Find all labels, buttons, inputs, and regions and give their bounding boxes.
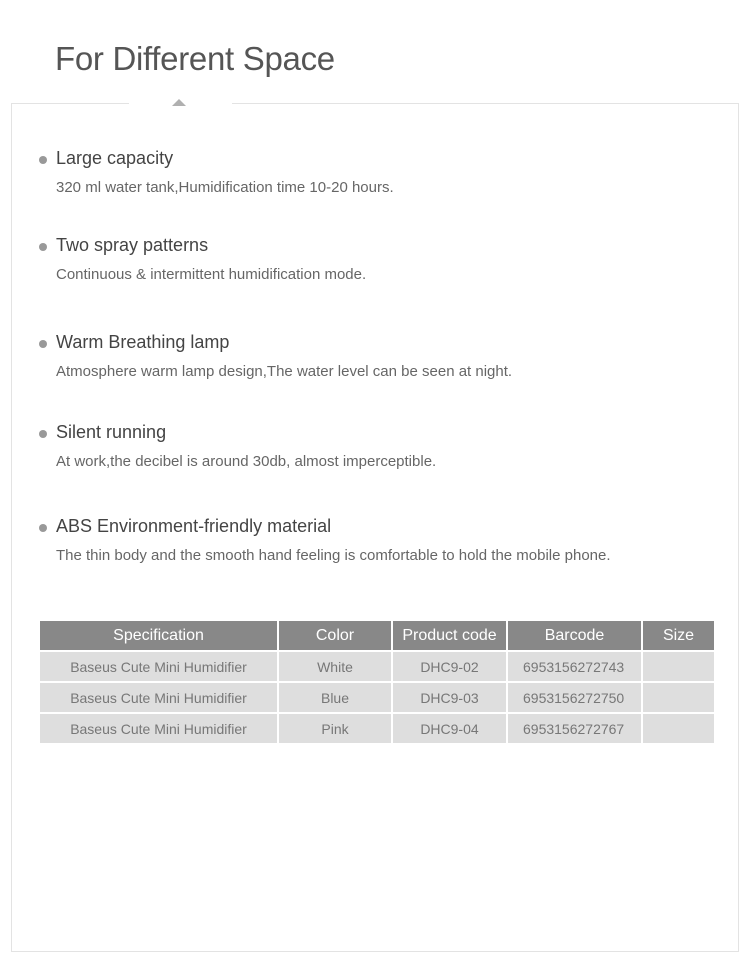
column-header-color: Color	[279, 621, 393, 652]
cell-size	[643, 683, 714, 714]
cell-product-code: DHC9-02	[393, 652, 508, 683]
cell-barcode: 6953156272767	[508, 714, 643, 745]
table-row	[40, 714, 714, 745]
feature-title: Warm Breathing lamp	[56, 332, 230, 352]
column-header-specification: Specification	[40, 621, 279, 652]
cell-size	[643, 652, 714, 683]
column-header-size: Size	[643, 621, 714, 652]
cell-color: Pink	[279, 714, 393, 745]
feature-title: Silent running	[56, 422, 167, 442]
feature-description: The thin body and the smooth hand feeling is comfortable to hold the mobile phone.	[56, 547, 611, 564]
table-row	[40, 683, 714, 714]
feature-description: At work,the decibel is around 30db, almost imperceptible.	[56, 453, 437, 470]
column-header-barcode: Barcode	[508, 621, 643, 652]
table-row	[40, 652, 714, 683]
cell-barcode: 6953156272750	[508, 683, 643, 714]
cell-color: White	[279, 652, 393, 683]
cell-specification: Baseus Cute Mini Humidifier	[40, 683, 279, 714]
bullet-icon	[39, 430, 47, 438]
bullet-icon	[39, 156, 47, 164]
cell-product-code: DHC9-03	[393, 683, 508, 714]
bullet-icon	[39, 340, 47, 348]
table-header-row	[40, 621, 714, 652]
feature-title: Large capacity	[56, 148, 174, 168]
cell-color: Blue	[279, 683, 393, 714]
feature-title: ABS Environment-friendly material	[56, 516, 332, 536]
feature-description: Atmosphere warm lamp design,The water level can be seen at night.	[56, 363, 513, 380]
spec-table	[40, 621, 714, 745]
cell-specification: Baseus Cute Mini Humidifier	[40, 714, 279, 745]
column-header-product-code: Product code	[393, 621, 508, 652]
cell-specification: Baseus Cute Mini Humidifier	[40, 652, 279, 683]
content-panel	[11, 103, 739, 952]
cell-barcode: 6953156272743	[508, 652, 643, 683]
cell-product-code: DHC9-04	[393, 714, 508, 745]
bullet-icon	[39, 243, 47, 251]
cell-size	[643, 714, 714, 745]
feature-description: 320 ml water tank,Humidification time 10-20 hours.	[56, 179, 394, 196]
bullet-icon	[39, 524, 47, 532]
feature-description: Continuous & intermittent humidification mode.	[56, 266, 367, 283]
page-title: For Different Space	[55, 40, 335, 77]
caret-up-icon	[172, 99, 186, 106]
feature-title: Two spray patterns	[56, 235, 209, 255]
